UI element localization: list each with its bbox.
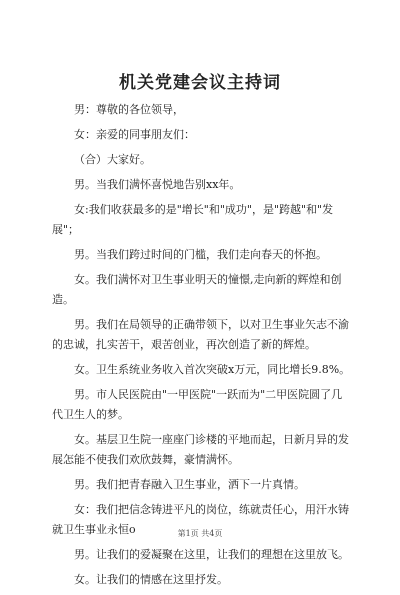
document-body [52, 100, 352, 595]
document-title: 机关党建会议主持词 [119, 73, 281, 93]
paragraph: 女。我们满怀对卫生事业明天的憧憬,走向新的辉煌和创造。 [52, 273, 342, 306]
paragraph: 女。基层卫生院一座座门诊楼的平地而起，日新月异的发展怎能不使我们欢欣鼓舞，豪情满怀。 [52, 433, 349, 466]
paragraph: 男。市人民医院由"一甲医院"一跃而为"二甲医院圆了几代卫生人的梦。 [52, 388, 343, 421]
paragraph: 男。我们在局领导的正确带领下，以对卫生事业矢志不渝的忠诚，扎实苦干，艰苦创业，再次创造了新的辉煌。 [52, 318, 349, 351]
paragraph: 男：尊敬的各位领导， [74, 103, 184, 116]
paragraph: 男。当我们满怀喜悦地告别xx年。 [74, 178, 241, 191]
paragraph: 男。当我们跨过时间的门槛，我们走向春天的怀抱。 [74, 248, 327, 261]
paragraph: （合）大家好。 [74, 153, 151, 166]
paragraph: 女：我们把信念铸进平凡的岗位，练就责任心，用汗水铸就卫生事业永恒o [52, 503, 349, 536]
paragraph: 男。让我们的爱凝聚在这里，让我们的理想在这里放飞。 [74, 548, 349, 561]
paragraph: 女:我们收获最多的是"增长"和"成功"，是"跨越"和"发展"； [52, 203, 334, 236]
paragraph: 女：亲爱的同事朋友们： [74, 128, 195, 141]
paragraph: 男。我们把青春融入卫生事业，洒下一片真情。 [74, 478, 305, 491]
paragraph: 女。卫生系统业务收入首次突破x万元，同比增长9.8%。 [74, 363, 351, 376]
paragraph: 女。让我们的情感在这里抒发。 [74, 573, 228, 586]
page-footer: 第1页 共4页 [177, 529, 223, 538]
